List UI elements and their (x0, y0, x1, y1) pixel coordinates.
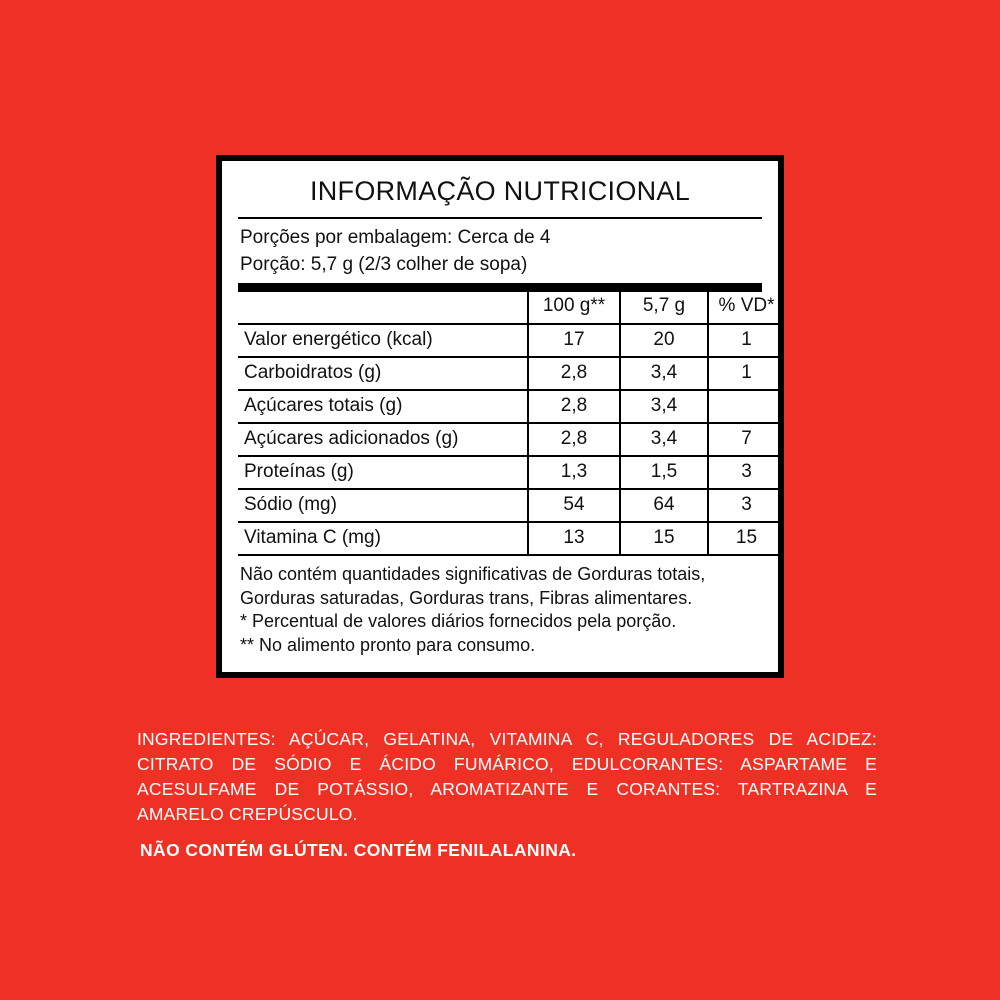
row-label: Sódio (mg) (238, 489, 528, 522)
header-per-100g: 100 g** (528, 292, 620, 324)
row-per-portion: 3,4 (620, 357, 708, 390)
row-per-100g: 1,3 (528, 456, 620, 489)
row-per-100g: 2,8 (528, 423, 620, 456)
header-percent-vd: % VD* (708, 292, 784, 324)
row-percent-vd: 1 (708, 357, 784, 390)
table-row (238, 324, 784, 357)
row-per-100g: 13 (528, 522, 620, 555)
footnote-line: Não contém quantidades significativas de Gorduras totais, (240, 563, 706, 584)
row-percent-vd: 15 (708, 522, 784, 555)
row-percent-vd: 7 (708, 423, 784, 456)
row-per-portion: 3,4 (620, 390, 708, 423)
row-per-100g: 2,8 (528, 390, 620, 423)
table-header (238, 292, 784, 324)
row-label: Valor energético (kcal) (238, 324, 528, 357)
row-percent-vd: 3 (708, 489, 784, 522)
table-row (238, 423, 784, 456)
serving-size: Porção: 5,7 g (2/3 colher de sopa) (240, 254, 528, 276)
row-per-portion: 1,5 (620, 456, 708, 489)
row-per-100g: 54 (528, 489, 620, 522)
row-per-portion: 64 (620, 489, 708, 522)
nutrition-facts-panel (216, 155, 784, 678)
ingredients-text: INGREDIENTES: AÇÚCAR, GELATINA, VITAMINA C, REGULADORES DE ACIDEZ: CITRATO DE SÓDIO E ÁCIDO FUMÁRICO, EDULCORANTES: ASPARTAME E ACESULFAME DE POTÁSSIO, AROMATIZANTE E CORANTES: TARTRAZINA E AMARELO CREPÚSCULO. (137, 729, 877, 824)
table-body (238, 324, 784, 555)
header-nutrient (238, 292, 528, 324)
table-header-row (238, 292, 784, 324)
servings-per-package: Porções por embalagem: Cerca de 4 (240, 226, 551, 248)
footnote-line: Gorduras saturadas, Gorduras trans, Fibras alimentares. (240, 587, 693, 608)
panel-title: INFORMAÇÃO NUTRICIONAL (309, 176, 691, 206)
footnote-line: * Percentual de valores diários fornecidos pela porção. (240, 611, 677, 632)
allergen-note: NÃO CONTÉM GLÚTEN. CONTÉM FENILALANINA. (140, 840, 577, 860)
footnotes (238, 556, 762, 658)
nutrition-table (238, 292, 784, 556)
row-percent-vd: 1 (708, 324, 784, 357)
row-per-portion: 20 (620, 324, 708, 357)
serving-info (238, 219, 762, 283)
table-row (238, 456, 784, 489)
row-per-100g: 2,8 (528, 357, 620, 390)
header-per-portion: 5,7 g (620, 292, 708, 324)
row-label: Açúcares adicionados (g) (238, 423, 528, 456)
table-row (238, 522, 784, 555)
table-row (238, 489, 784, 522)
table-row (238, 390, 784, 423)
row-per-100g: 17 (528, 324, 620, 357)
row-per-portion: 3,4 (620, 423, 708, 456)
row-label: Vitamina C (mg) (238, 522, 528, 555)
row-label: Açúcares totais (g) (238, 390, 528, 423)
row-percent-vd: 3 (708, 456, 784, 489)
table-row (238, 357, 784, 390)
row-per-portion: 15 (620, 522, 708, 555)
row-label: Carboidratos (g) (238, 357, 528, 390)
row-label: Proteínas (g) (238, 456, 528, 489)
serving-divider (238, 283, 762, 292)
row-percent-vd (708, 390, 784, 423)
footnote-line: ** No alimento pronto para consumo. (240, 635, 536, 656)
